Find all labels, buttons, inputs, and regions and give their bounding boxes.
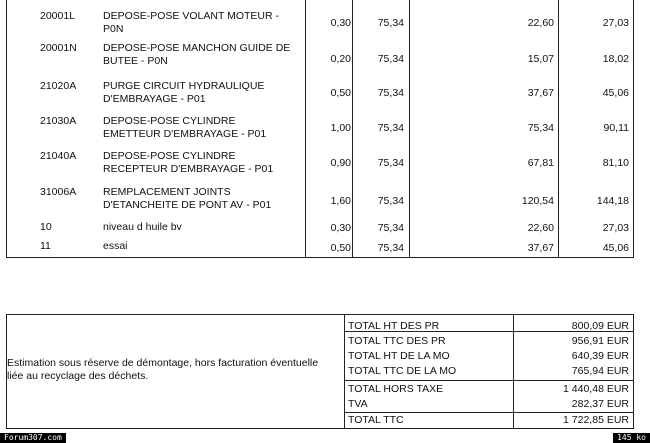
total-value: 640,39 EUR: [571, 350, 629, 362]
line-rate: 75,34: [377, 122, 404, 134]
line-desc: RECEPTEUR D'EMBRAYAGE - P01: [103, 162, 274, 175]
line-ttc: 81,10: [602, 157, 629, 169]
line-code: 10: [40, 221, 52, 233]
line-desc: BUTEE - P0N: [103, 54, 168, 67]
total-label: TOTAL TTC DES PR: [348, 335, 446, 347]
line-ttc: 27,03: [602, 222, 629, 234]
total-label: TVA: [348, 398, 368, 410]
line-qty: 0,90: [330, 157, 351, 169]
line-ht: 120,54: [521, 195, 554, 207]
line-desc: REMPLACEMENT JOINTS: [103, 186, 231, 198]
line-ttc: 45,06: [602, 242, 629, 254]
line-code: 20001L: [40, 10, 76, 22]
line-desc: PURGE CIRCUIT HYDRAULIQUE: [103, 80, 265, 92]
line-qty: 1,00: [330, 122, 351, 134]
line-desc: DEPOSE-POSE VOLANT MOTEUR -: [103, 10, 280, 22]
line-ht: 37,67: [527, 242, 554, 254]
line-code: 31006A: [40, 186, 77, 198]
total-value: 1 440,48 EUR: [563, 383, 629, 395]
total-value: 765,94 EUR: [571, 365, 629, 377]
line-rate: 75,34: [377, 17, 404, 29]
line-code: 11: [40, 240, 51, 252]
line-desc: D'ETANCHEITE DE PONT AV - P01: [103, 198, 272, 211]
line-qty: 0,30: [330, 222, 351, 234]
line-qty: 0,50: [330, 87, 351, 99]
total-value: 800,09 EUR: [571, 320, 629, 332]
total-label: TOTAL HORS TAXE: [348, 383, 444, 395]
line-desc: DEPOSE-POSE MANCHON GUIDE DE: [103, 42, 291, 54]
line-desc: P0N: [103, 22, 124, 35]
total-value: 956,91 EUR: [571, 335, 629, 347]
line-rate: 75,34: [377, 242, 404, 254]
line-ht: 15,07: [527, 53, 554, 65]
file-size-badge: 145 ko: [613, 433, 650, 443]
total-label: TOTAL TTC DE LA MO: [348, 365, 457, 377]
site-watermark: Forum307.com: [0, 433, 66, 443]
line-qty: 1,60: [330, 195, 351, 207]
line-ht: 22,60: [527, 222, 554, 234]
line-ht: 37,67: [527, 87, 554, 99]
line-qty: 0,50: [330, 242, 351, 254]
line-qty: 0,20: [330, 53, 351, 65]
line-desc: DEPOSE-POSE CYLINDRE: [103, 150, 236, 162]
line-rate: 75,34: [377, 87, 404, 99]
line-ttc: 144,18: [596, 195, 629, 207]
line-ht: 75,34: [527, 122, 554, 134]
line-ht: 67,81: [527, 157, 554, 169]
line-qty: 0,30: [330, 17, 351, 29]
line-desc: niveau d huile bv: [103, 221, 182, 233]
line-ttc: 90,11: [603, 122, 629, 134]
line-ttc: 45,06: [602, 87, 629, 99]
line-desc: essai: [103, 240, 128, 252]
total-value: 1 722,85 EUR: [563, 414, 629, 426]
line-rate: 75,34: [377, 157, 404, 169]
line-rate: 75,34: [377, 53, 404, 65]
total-label: TOTAL TTC: [348, 414, 404, 426]
estimate-note: Estimation sous réserve de démontage, hors facturation éventuelle liée au recyclage des déchets.: [7, 357, 319, 382]
total-label: TOTAL HT DES PR: [348, 320, 440, 332]
total-value: 282,37 EUR: [571, 398, 629, 410]
line-desc: D'EMBRAYAGE - P01: [103, 92, 206, 105]
line-code: 21020A: [40, 80, 77, 92]
line-desc: EMETTEUR D'EMBRAYAGE - P01: [103, 127, 267, 140]
line-ttc: 27,03: [602, 17, 629, 29]
line-code: 20001N: [40, 42, 77, 54]
line-ttc: 18,02: [602, 53, 629, 65]
line-code: 21030A: [40, 115, 77, 127]
line-code: 21040A: [40, 150, 77, 162]
total-label: TOTAL HT DE LA MO: [348, 350, 450, 362]
line-rate: 75,34: [377, 195, 404, 207]
footer-bar: [0, 433, 650, 443]
line-rate: 75,34: [377, 222, 404, 234]
line-desc: DEPOSE-POSE CYLINDRE: [103, 115, 236, 127]
line-ht: 22,60: [527, 17, 554, 29]
